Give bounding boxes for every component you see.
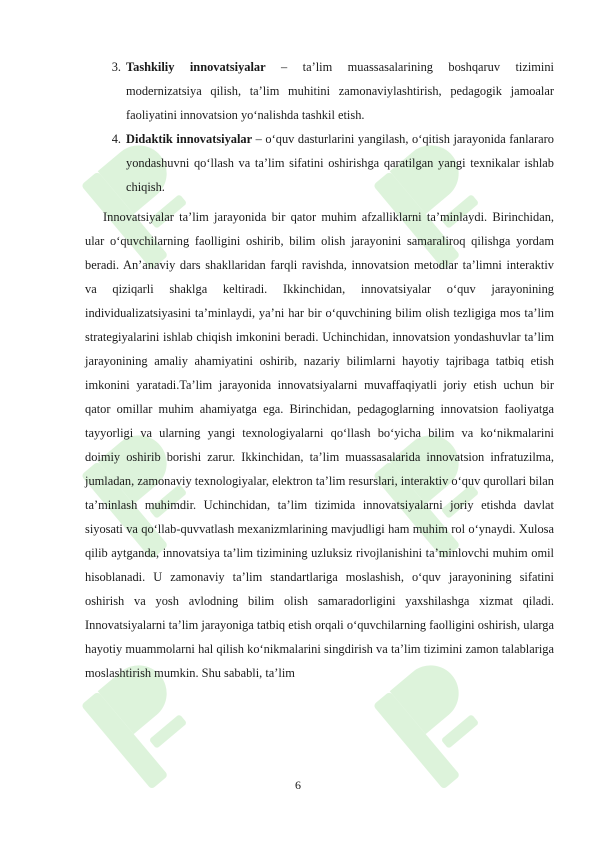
body-paragraph: Innovatsiyalar ta’lim jarayonida bir qator muhim afzalliklarni ta’minlaydi. Birinchidan, ular o‘quvchilarning faolligini oshirib, bilim olish jarayonini samaraliroq qilishga yordam beradi. An’anaviy dars shakllaridan farqli ravishda, innovatsion metodlar ta’limni interaktiv va qiziqarli shaklga keltiradi. Ikkinchidan, innovatsiyalar o‘quv jarayonining individualizatsiyasini ta’minlaydi, ya’ni har bir o‘quvchining bilim olish tezligiga mos ta’lim strategiyalarini ishlab chiqish imkonini beradi. Uchinchidan, innovatsion yondashuvlar ta’lim jarayonining amaliy ahamiyatini oshirib, nazariy bilimlarni hayotiy tajribaga tatbiq etish imkonini yaratadi.Ta’lim jarayonida innovatsiyalarni muvaffaqiyatli joriy etish uchun bir qator omillar muhim ahamiyatga ega. Birinchidan, pedagoglarning innovatsion faoliyatga tayyorligi va ularning yangi texnologiyalarni qo‘llash bo‘yicha bilim va ko‘nikmalarini doimiy oshirib borishi zarur. Ikkinchidan, ta’lim muassasalarida innovatsion infratuzilma, jumladan, zamonaviy texnologiyalar, elektron ta’lim resurslari, interaktiv o‘quv qurollari bilan ta’minlash muhimdir. Uchinchidan, ta’lim tizimida innovatsiyalarni joriy etishda davlat siyosati va qo‘llab-quvvatlash mexanizmlarining mavjudligi ham muhim rol o‘ynaydi. Xulosa qilib aytganda, innovatsiya ta’lim tizimining uzluksiz rivojlanishini ta’minlovchi muhim omil hisoblanadi. U zamonaviy ta’lim standartlariga moslashish, o‘quv jarayonining sifatini oshirish va yosh avlodning bilim olish samaradorligini yaxshilashga xizmat qiladi. Innovatsiyalarni ta’lim jarayoniga tatbiq etish orqali o‘quvchilarning faolligini oshirish, ularga hayotiy muammolarni hal qilish ko‘nikmalarini singdirish va ta’lim tizimini zamon talablariga moslashtirish mumkin. Shu sababli, ta’lim <box>85 210 554 680</box>
list-item <box>85 127 554 199</box>
list-number: 3. <box>111 60 121 74</box>
list-text <box>126 55 554 127</box>
list-term: Tashkiliy innovatsiyalar <box>126 60 266 74</box>
list-description: – o‘quv dasturlarini yangilash, o‘qitish jarayonida fanlararo yondashuvni qo‘llash va ta’lim sifatini oshirishga qaratilgan yangi texnikalar ishlab chiqish. <box>126 132 555 194</box>
list-number: 4. <box>111 132 121 146</box>
list-description: – ta’lim muassasalarining boshqaruv tizimini modernizatsiya qilish, ta’lim muhitini zamonaviylashtirish, pedagogik jamoalar faoliyatini innovatsion yo‘nalishda tashkil etish. <box>126 60 555 122</box>
page-number: 6 <box>295 778 301 792</box>
list-item <box>85 55 554 127</box>
list-term: Didaktik innovatsiyalar <box>126 132 253 146</box>
list-text <box>126 127 554 199</box>
page-content <box>85 55 554 697</box>
